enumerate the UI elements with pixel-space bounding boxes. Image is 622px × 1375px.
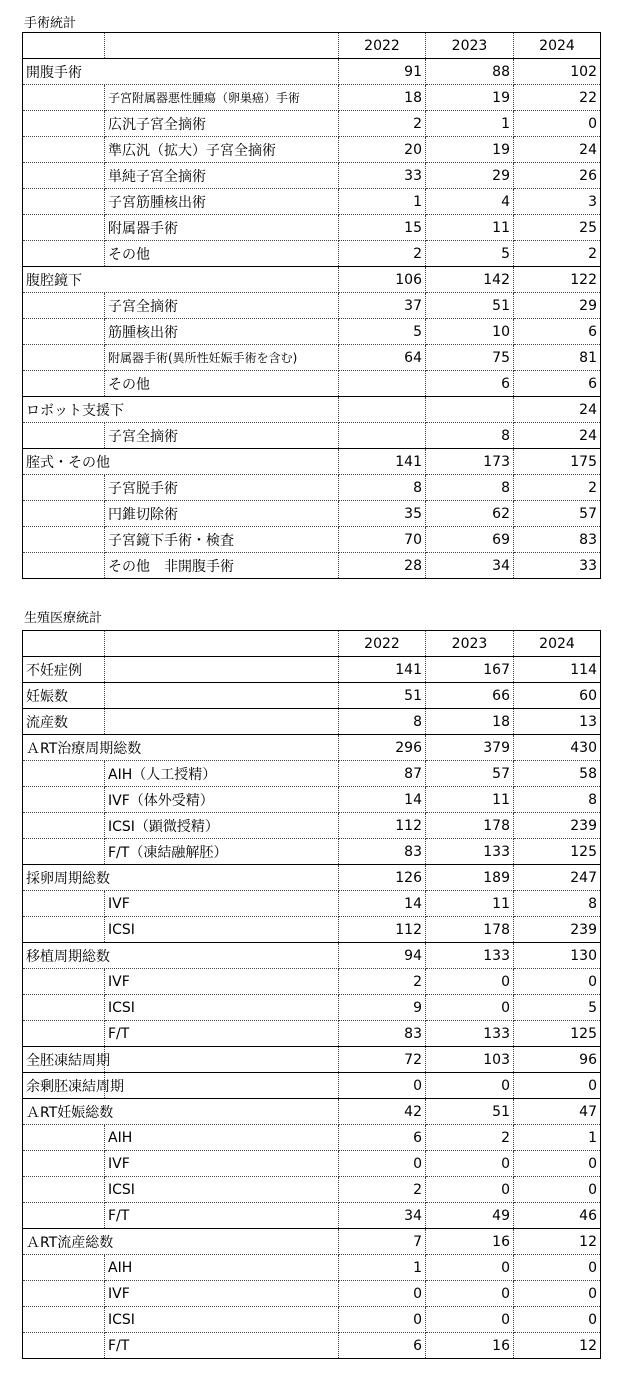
item-row (23, 1333, 601, 1359)
value-cell: 0 (514, 1177, 601, 1203)
item-label: 附属器手術(異所性妊娠手術を含む) (105, 345, 339, 371)
value-cell: 22 (514, 85, 601, 111)
group-label: 腟式・その他 (23, 449, 339, 475)
value-cell: 133 (426, 839, 514, 865)
value-cell: 42 (339, 1099, 426, 1125)
value-cell: 4 (426, 189, 514, 215)
value-cell: 75 (426, 345, 514, 371)
value-cell: 28 (339, 553, 426, 579)
item-label: 子宮鏡下手術・検査 (105, 527, 339, 553)
value-cell: 83 (514, 527, 601, 553)
item-row (23, 839, 601, 865)
item-label: 広汎子宮全摘術 (105, 111, 339, 137)
indent-cell (23, 85, 105, 111)
value-cell: 2 (339, 241, 426, 267)
group-row (23, 1099, 601, 1125)
blank-cell (105, 1073, 339, 1099)
group-label: 余剰胚凍結周期 (23, 1073, 105, 1099)
value-cell: 35 (339, 501, 426, 527)
value-cell: 24 (514, 397, 601, 423)
blank-cell (105, 1047, 339, 1073)
item-row (23, 1281, 601, 1307)
value-cell: 0 (339, 1281, 426, 1307)
group-row (23, 449, 601, 475)
value-cell: 0 (514, 1281, 601, 1307)
group-label: 全胚凍結周期 (23, 1047, 105, 1073)
value-cell: 25 (514, 215, 601, 241)
value-cell: 142 (426, 267, 514, 293)
blank-cell (105, 683, 339, 709)
value-cell: 126 (339, 865, 426, 891)
value-cell: 8 (339, 709, 426, 735)
value-cell: 379 (426, 735, 514, 761)
value-cell: 83 (339, 839, 426, 865)
header-row (23, 631, 601, 657)
indent-cell (23, 527, 105, 553)
value-cell: 57 (426, 761, 514, 787)
value-cell: 8 (339, 475, 426, 501)
value-cell: 57 (514, 501, 601, 527)
indent-cell (23, 995, 105, 1021)
indent-cell (23, 1255, 105, 1281)
value-cell: 29 (426, 163, 514, 189)
item-row (23, 813, 601, 839)
value-cell: 16 (426, 1229, 514, 1255)
indent-cell (23, 163, 105, 189)
item-row (23, 1203, 601, 1229)
item-row (23, 475, 601, 501)
year-header: 2024 (514, 33, 601, 59)
value-cell: 18 (339, 85, 426, 111)
group-label: 妊娠数 (23, 683, 105, 709)
item-row (23, 995, 601, 1021)
value-cell: 24 (514, 137, 601, 163)
item-row (23, 527, 601, 553)
value-cell: 0 (339, 1073, 426, 1099)
value-cell: 0 (426, 1281, 514, 1307)
value-cell: 46 (514, 1203, 601, 1229)
item-row (23, 215, 601, 241)
indent-cell (23, 501, 105, 527)
value-cell: 91 (339, 59, 426, 85)
value-cell: 0 (426, 1177, 514, 1203)
value-cell: 12 (514, 1333, 601, 1359)
value-cell: 19 (426, 85, 514, 111)
reproductive-table (22, 630, 601, 1359)
indent-cell (23, 319, 105, 345)
item-label: 子宮筋腫核出術 (105, 189, 339, 215)
value-cell: 0 (339, 1151, 426, 1177)
item-label: 円錐切除術 (105, 501, 339, 527)
item-label: ICSI (105, 917, 339, 943)
item-label: 単純子宮全摘術 (105, 163, 339, 189)
value-cell: 112 (339, 917, 426, 943)
value-cell: 33 (514, 553, 601, 579)
item-row (23, 137, 601, 163)
item-label: IVF (105, 969, 339, 995)
value-cell: 1 (426, 111, 514, 137)
value-cell: 0 (514, 1307, 601, 1333)
indent-cell (23, 813, 105, 839)
year-header: 2022 (339, 33, 426, 59)
value-cell: 13 (514, 709, 601, 735)
value-cell: 141 (339, 657, 426, 683)
header-row (23, 33, 601, 59)
item-row (23, 189, 601, 215)
header-blank-cell (105, 33, 339, 59)
item-label: その他 (105, 371, 339, 397)
value-cell: 2 (514, 475, 601, 501)
value-cell: 2 (339, 1177, 426, 1203)
value-cell: 2 (339, 111, 426, 137)
group-row (23, 267, 601, 293)
item-row (23, 345, 601, 371)
item-row (23, 761, 601, 787)
item-row (23, 891, 601, 917)
indent-cell (23, 1177, 105, 1203)
item-row (23, 553, 601, 579)
group-row (23, 397, 601, 423)
value-cell: 29 (514, 293, 601, 319)
value-cell: 64 (339, 345, 426, 371)
item-row (23, 293, 601, 319)
value-cell: 72 (339, 1047, 426, 1073)
value-cell: 10 (426, 319, 514, 345)
group-row (23, 1073, 601, 1099)
blank-cell (105, 657, 339, 683)
item-label: IVF (105, 891, 339, 917)
value-cell: 69 (426, 527, 514, 553)
item-row (23, 241, 601, 267)
value-cell: 33 (339, 163, 426, 189)
value-cell: 0 (514, 969, 601, 995)
value-cell: 430 (514, 735, 601, 761)
value-cell: 247 (514, 865, 601, 891)
value-cell: 6 (426, 371, 514, 397)
value-cell: 70 (339, 527, 426, 553)
indent-cell (23, 111, 105, 137)
item-label: IVF (105, 1151, 339, 1177)
item-label: IVF（体外受精） (105, 787, 339, 813)
item-label: 子宮附属器悪性腫瘍（卵巣癌）手術 (105, 85, 339, 111)
item-label: 子宮脱手術 (105, 475, 339, 501)
value-cell: 60 (514, 683, 601, 709)
indent-cell (23, 371, 105, 397)
value-cell: 19 (426, 137, 514, 163)
item-label: ICSI (105, 1177, 339, 1203)
value-cell: 112 (339, 813, 426, 839)
item-row (23, 1021, 601, 1047)
value-cell: 133 (426, 943, 514, 969)
value-cell: 6 (339, 1125, 426, 1151)
indent-cell (23, 1333, 105, 1359)
value-cell: 26 (514, 163, 601, 189)
value-cell: 66 (426, 683, 514, 709)
item-row (23, 1177, 601, 1203)
group-row (23, 865, 601, 891)
value-cell: 5 (426, 241, 514, 267)
value-cell: 96 (514, 1047, 601, 1073)
value-cell: 94 (339, 943, 426, 969)
value-cell: 173 (426, 449, 514, 475)
value-cell: 178 (426, 917, 514, 943)
value-cell: 239 (514, 917, 601, 943)
group-row (23, 735, 601, 761)
item-label: F/T (105, 1203, 339, 1229)
indent-cell (23, 787, 105, 813)
value-cell: 0 (514, 1255, 601, 1281)
value-cell: 11 (426, 787, 514, 813)
blank-cell (105, 709, 339, 735)
value-cell: 16 (426, 1333, 514, 1359)
indent-cell (23, 1151, 105, 1177)
indent-cell (23, 839, 105, 865)
value-cell: 130 (514, 943, 601, 969)
value-cell: 1 (339, 189, 426, 215)
indent-cell (23, 345, 105, 371)
indent-cell (23, 241, 105, 267)
value-cell: 8 (426, 423, 514, 449)
group-label: ＡRT治療周期総数 (23, 735, 339, 761)
value-cell: 0 (426, 1151, 514, 1177)
item-row (23, 111, 601, 137)
indent-cell (23, 969, 105, 995)
indent-cell (23, 1281, 105, 1307)
value-cell: 125 (514, 839, 601, 865)
value-cell: 7 (339, 1229, 426, 1255)
value-cell (339, 397, 426, 423)
group-label: 開腹手術 (23, 59, 339, 85)
indent-cell (23, 1021, 105, 1047)
group-row (23, 683, 601, 709)
item-label: 子宮全摘術 (105, 293, 339, 319)
item-row (23, 1307, 601, 1333)
value-cell: 14 (339, 891, 426, 917)
item-row (23, 163, 601, 189)
value-cell: 1 (514, 1125, 601, 1151)
value-cell: 88 (426, 59, 514, 85)
item-label: F/T (105, 1333, 339, 1359)
value-cell: 37 (339, 293, 426, 319)
value-cell: 2 (426, 1125, 514, 1151)
item-row (23, 85, 601, 111)
group-row (23, 59, 601, 85)
value-cell: 6 (339, 1333, 426, 1359)
item-label: 準広汎（拡大）子宮全摘術 (105, 137, 339, 163)
indent-cell (23, 215, 105, 241)
item-label: 子宮全摘術 (105, 423, 339, 449)
value-cell: 296 (339, 735, 426, 761)
year-header: 2023 (426, 33, 514, 59)
item-row (23, 917, 601, 943)
item-label: 筋腫核出術 (105, 319, 339, 345)
item-row (23, 319, 601, 345)
item-row (23, 969, 601, 995)
indent-cell (23, 137, 105, 163)
value-cell: 0 (514, 1151, 601, 1177)
indent-cell (23, 1307, 105, 1333)
item-row (23, 501, 601, 527)
value-cell: 5 (339, 319, 426, 345)
item-label: AIH (105, 1125, 339, 1151)
value-cell: 0 (514, 111, 601, 137)
value-cell: 12 (514, 1229, 601, 1255)
group-label: 採卵周期総数 (23, 865, 339, 891)
surgery-section-title: 手術統計 (24, 16, 77, 31)
group-row (23, 1229, 601, 1255)
value-cell: 106 (339, 267, 426, 293)
item-row (23, 1255, 601, 1281)
value-cell: 102 (514, 59, 601, 85)
item-row (23, 1151, 601, 1177)
indent-cell (23, 293, 105, 319)
value-cell: 34 (426, 553, 514, 579)
value-cell: 5 (514, 995, 601, 1021)
group-label: 流産数 (23, 709, 105, 735)
group-label: ＡRT流産総数 (23, 1229, 339, 1255)
value-cell: 0 (426, 1307, 514, 1333)
year-header: 2024 (514, 631, 601, 657)
item-label: F/T（凍結融解胚） (105, 839, 339, 865)
value-cell (339, 371, 426, 397)
value-cell: 1 (339, 1255, 426, 1281)
value-cell (426, 397, 514, 423)
value-cell: 114 (514, 657, 601, 683)
year-header: 2023 (426, 631, 514, 657)
value-cell: 103 (426, 1047, 514, 1073)
value-cell: 167 (426, 657, 514, 683)
value-cell: 0 (426, 1255, 514, 1281)
value-cell (339, 423, 426, 449)
value-cell: 51 (426, 1099, 514, 1125)
value-cell: 47 (514, 1099, 601, 1125)
header-blank-cell (105, 631, 339, 657)
group-row (23, 943, 601, 969)
value-cell: 24 (514, 423, 601, 449)
reproductive-section-title: 生殖医療統計 (24, 611, 103, 626)
value-cell: 122 (514, 267, 601, 293)
group-label: ロボット支援下 (23, 397, 339, 423)
item-label: その他 (105, 241, 339, 267)
value-cell: 8 (426, 475, 514, 501)
value-cell: 178 (426, 813, 514, 839)
value-cell: 6 (514, 319, 601, 345)
indent-cell (23, 1125, 105, 1151)
item-row (23, 423, 601, 449)
value-cell: 81 (514, 345, 601, 371)
value-cell: 239 (514, 813, 601, 839)
indent-cell (23, 553, 105, 579)
group-label: ＡRT妊娠総数 (23, 1099, 339, 1125)
group-row (23, 709, 601, 735)
value-cell: 87 (339, 761, 426, 787)
value-cell: 14 (339, 787, 426, 813)
indent-cell (23, 917, 105, 943)
value-cell: 11 (426, 215, 514, 241)
indent-cell (23, 189, 105, 215)
item-row (23, 371, 601, 397)
value-cell: 3 (514, 189, 601, 215)
value-cell: 11 (426, 891, 514, 917)
group-label: 腹腔鏡下 (23, 267, 339, 293)
value-cell: 141 (339, 449, 426, 475)
value-cell: 49 (426, 1203, 514, 1229)
value-cell: 15 (339, 215, 426, 241)
value-cell: 34 (339, 1203, 426, 1229)
indent-cell (23, 423, 105, 449)
value-cell: 62 (426, 501, 514, 527)
value-cell: 0 (514, 1073, 601, 1099)
value-cell: 175 (514, 449, 601, 475)
value-cell: 133 (426, 1021, 514, 1047)
header-blank-cell (23, 631, 105, 657)
value-cell: 8 (514, 891, 601, 917)
group-row (23, 657, 601, 683)
surgery-table (22, 32, 601, 579)
value-cell: 125 (514, 1021, 601, 1047)
value-cell: 6 (514, 371, 601, 397)
item-label: その他 非開腹手術 (105, 553, 339, 579)
group-label: 移植周期総数 (23, 943, 339, 969)
indent-cell (23, 761, 105, 787)
item-label: ICSI（顕微授精） (105, 813, 339, 839)
item-label: AIH（人工授精） (105, 761, 339, 787)
value-cell: 2 (339, 969, 426, 995)
year-header: 2022 (339, 631, 426, 657)
value-cell: 8 (514, 787, 601, 813)
value-cell: 9 (339, 995, 426, 1021)
item-label: ICSI (105, 1307, 339, 1333)
item-label: F/T (105, 1021, 339, 1047)
value-cell: 0 (426, 1073, 514, 1099)
item-label: IVF (105, 1281, 339, 1307)
value-cell: 18 (426, 709, 514, 735)
value-cell: 0 (426, 995, 514, 1021)
indent-cell (23, 1203, 105, 1229)
group-label: 不妊症例 (23, 657, 105, 683)
group-row (23, 1047, 601, 1073)
value-cell: 0 (426, 969, 514, 995)
value-cell: 51 (426, 293, 514, 319)
item-row (23, 787, 601, 813)
value-cell: 83 (339, 1021, 426, 1047)
header-blank-cell (23, 33, 105, 59)
item-label: AIH (105, 1255, 339, 1281)
value-cell: 0 (339, 1307, 426, 1333)
item-label: 附属器手術 (105, 215, 339, 241)
value-cell: 2 (514, 241, 601, 267)
value-cell: 58 (514, 761, 601, 787)
value-cell: 20 (339, 137, 426, 163)
item-row (23, 1125, 601, 1151)
value-cell: 189 (426, 865, 514, 891)
item-label: ICSI (105, 995, 339, 1021)
indent-cell (23, 475, 105, 501)
indent-cell (23, 891, 105, 917)
value-cell: 51 (339, 683, 426, 709)
